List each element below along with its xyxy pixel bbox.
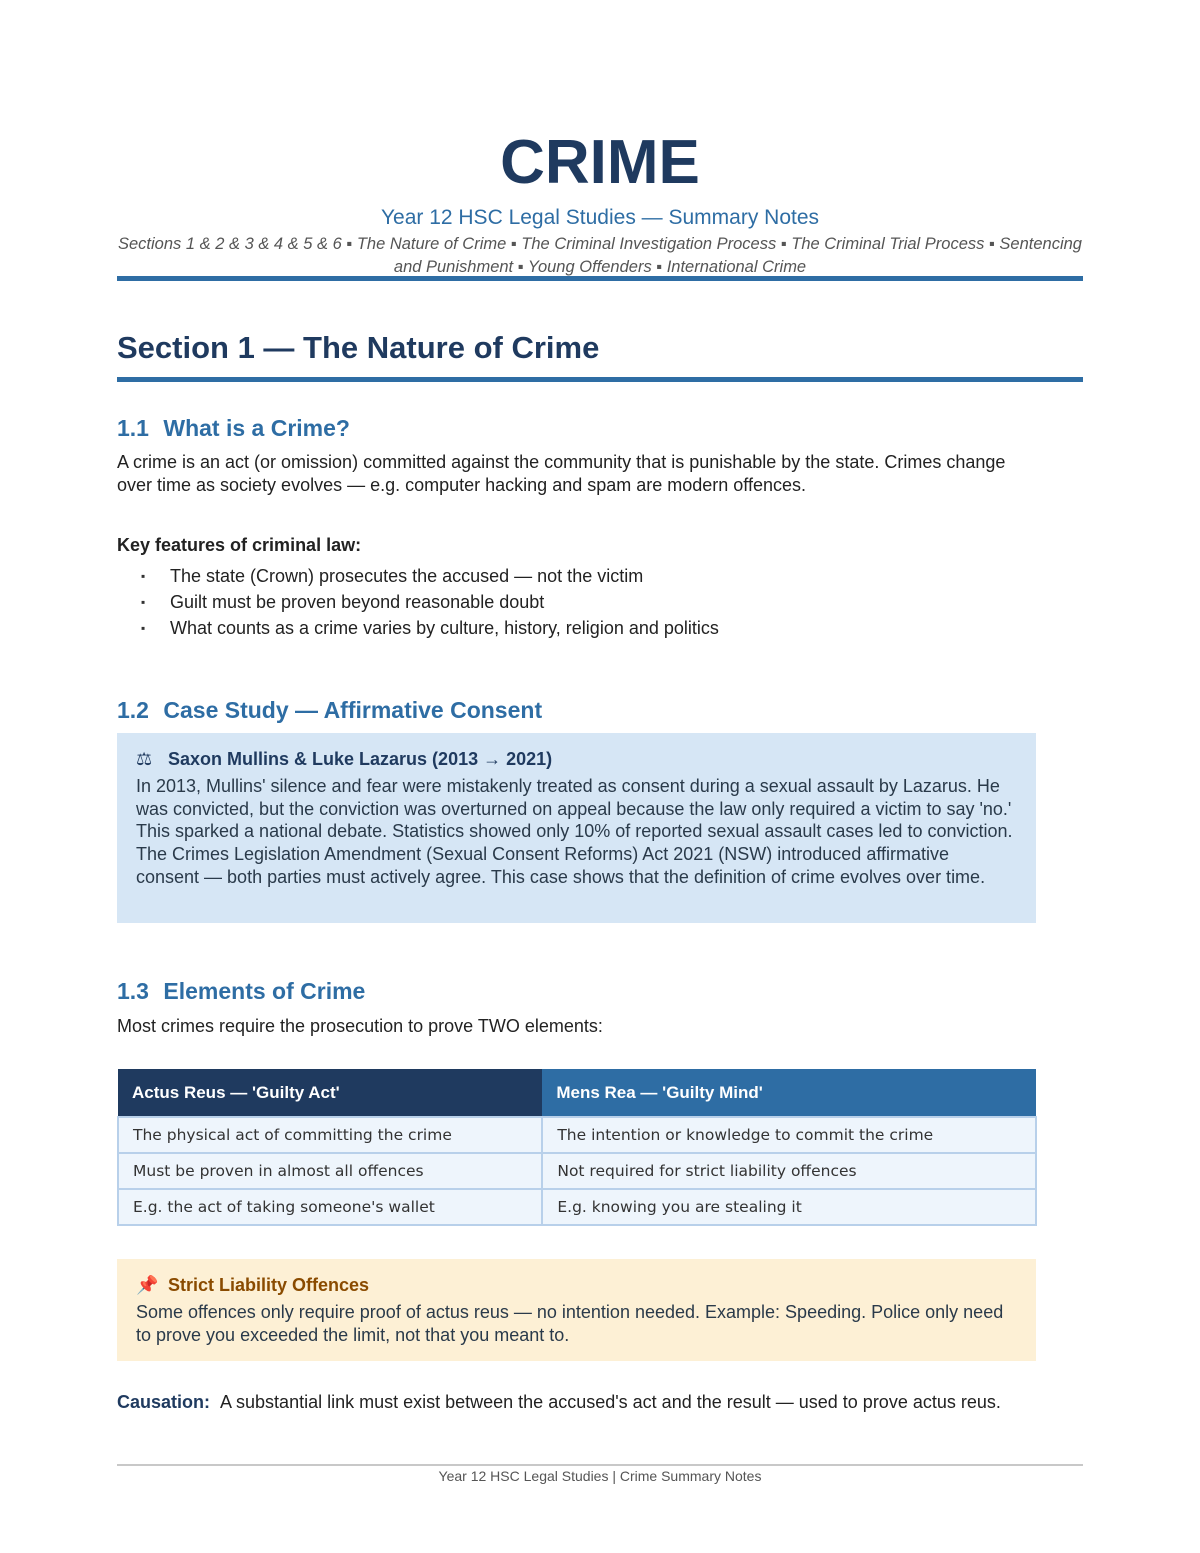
- page-footer: Year 12 HSC Legal Studies | Crime Summary Notes: [438, 1468, 762, 1484]
- document-subtitle: Year 12 HSC Legal Studies — Summary Notes: [380, 206, 820, 229]
- list-item: ▪ The state (Crown) prosecutes the accused — not the victim: [117, 563, 719, 589]
- table-cell: E.g. knowing you are stealing it: [542, 1189, 1036, 1225]
- column-header-actus-reus: Actus Reus — 'Guilty Act': [118, 1069, 542, 1117]
- table-row: [118, 1153, 1036, 1189]
- crime-definition-paragraph: A crime is an act (or omission) committed against the community that is punishable by the state. Crimes change over time as society evolves — e.g. computer hacking and spam are modern offences.: [117, 452, 1006, 495]
- subsection-number: 1.3: [117, 978, 149, 1004]
- strict-liability-callout: [117, 1259, 1036, 1361]
- causation-text: A substantial link must exist between the accused's act and the result — used to prove actus reus.: [220, 1392, 1001, 1412]
- table-row: [118, 1117, 1036, 1153]
- sections-overview: Sections 1 & 2 & 3 & 4 & 5 & 6 ▪ The Nature of Crime ▪ The Criminal Investigation Process ▪ The Criminal Trial Process ▪ Sentencing and Punishment ▪ Young Offenders ▪ International Crime: [118, 235, 1082, 276]
- table-cell: Must be proven in almost all offences: [118, 1153, 542, 1189]
- list-item: ▪ What counts as a crime varies by culture, history, religion and politics: [117, 615, 719, 641]
- subsection-1-1-heading: [117, 413, 350, 443]
- key-features-list: [117, 563, 719, 641]
- case-study-body: In 2013, Mullins' silence and fear were mistakenly treated as consent during a sexual assault by Lazarus. He was convicted, but the conviction was overturned on appeal because the law only required a victim to say 'no.' This sparked a national debate. Statistics showed only 10% of reported sexual assault cases led to conviction. The Crimes Legislation Amendment (Sexual Consent Reforms) Act 2021 (NSW) introduced affirmative consent — both parties must actively agree. This case shows that the definition of crime evolves over time.: [136, 776, 1013, 887]
- table-cell: E.g. the act of taking someone's wallet: [118, 1189, 542, 1225]
- elements-intro: Most crimes require the prosecution to prove TWO elements:: [117, 1016, 603, 1036]
- document-page: [117, 0, 1083, 1553]
- document-title: CRIME: [500, 128, 700, 197]
- section-divider: [117, 377, 1083, 382]
- subsection-title: Case Study — Affirmative Consent: [163, 697, 543, 723]
- subsection-number: 1.2: [117, 697, 149, 723]
- subsection-1-2-heading: [117, 695, 542, 725]
- table-cell: Not required for strict liability offences: [542, 1153, 1036, 1189]
- strict-liability-title-row: [136, 1273, 1017, 1297]
- causation-label: Causation:: [117, 1392, 211, 1412]
- section-1-heading: Section 1 — The Nature of Crime: [117, 330, 600, 365]
- case-study-callout: [117, 733, 1036, 923]
- column-header-mens-rea: Mens Rea — 'Guilty Mind': [542, 1069, 1036, 1117]
- elements-table: [117, 1069, 1037, 1226]
- table-row: [118, 1189, 1036, 1225]
- causation-paragraph: [117, 1391, 1083, 1414]
- subsection-number: 1.1: [117, 415, 149, 441]
- subsection-title: Elements of Crime: [163, 978, 366, 1004]
- strict-liability-title: Strict Liability Offences: [168, 1275, 370, 1295]
- subsection-1-3-heading: [117, 976, 365, 1006]
- strict-liability-body: Some offences only require proof of actus reus — no intention needed. Example: Speeding. Police only need to prove you exceeded the limit, not that you meant to.: [136, 1302, 1004, 1345]
- case-study-title-row: [136, 747, 1017, 771]
- pushpin-icon: 📌: [136, 1275, 159, 1295]
- table-cell: The intention or knowledge to commit the crime: [542, 1117, 1036, 1153]
- table-cell: The physical act of committing the crime: [118, 1117, 542, 1153]
- header-divider: [117, 276, 1083, 281]
- list-item: ▪ Guilt must be proven beyond reasonable doubt: [117, 589, 719, 615]
- key-features-label: Key features of criminal law:: [117, 535, 362, 555]
- table-header-row: [118, 1069, 1036, 1117]
- case-study-title: Saxon Mullins & Luke Lazarus (2013 → 2021): [168, 749, 553, 769]
- scales-icon: ⚖: [136, 749, 153, 769]
- subsection-title: What is a Crime?: [163, 415, 350, 441]
